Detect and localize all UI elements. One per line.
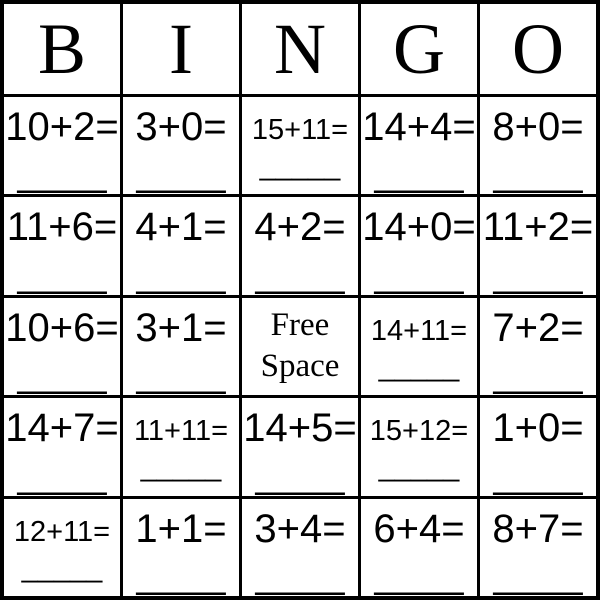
letter-text: N [274, 9, 326, 89]
bingo-cell [242, 197, 358, 294]
answer-blank: ____ [374, 250, 464, 295]
math-problem: 14+7= [5, 406, 119, 451]
math-problem: 6+4= [373, 506, 465, 551]
math-problem: 14+5= [243, 406, 357, 451]
bingo-cell [361, 197, 477, 294]
answer-blank: ____ [255, 250, 345, 295]
bingo-cell [4, 197, 120, 294]
bingo-cell [480, 298, 596, 395]
bingo-cell [4, 398, 120, 495]
math-problem: 11+11= [133, 415, 229, 448]
bingo-letter-b [4, 4, 120, 94]
bingo-cell [480, 197, 596, 294]
answer-blank: ____ [17, 150, 107, 195]
bingo-cell [361, 97, 477, 194]
letter-text: G [393, 9, 445, 89]
answer-blank: ____ [136, 351, 226, 396]
bingo-cell [4, 298, 120, 395]
math-problem: 10+2= [5, 105, 119, 149]
bingo-letter-g [361, 4, 477, 94]
math-problem: 1+0= [492, 406, 584, 451]
answer-blank: ____ [493, 250, 583, 295]
answer-blank: ____ [17, 351, 107, 396]
answer-blank: _____ [378, 451, 460, 484]
letter-text: O [512, 9, 564, 89]
answer-blank: ____ [493, 451, 583, 496]
answer-blank: _____ [378, 351, 460, 383]
bingo-letter-o [480, 4, 596, 94]
math-problem: 7+2= [492, 305, 584, 350]
bingo-cell [480, 499, 596, 596]
letter-text: I [169, 9, 193, 89]
bingo-cell [242, 499, 358, 596]
bingo-cell [361, 499, 477, 596]
math-problem: 14+4= [362, 105, 476, 149]
math-problem: 3+1= [135, 305, 227, 350]
math-problem: 11+6= [6, 205, 118, 250]
answer-blank: ____ [493, 552, 583, 596]
answer-blank: ____ [17, 451, 107, 496]
answer-blank: ____ [374, 552, 464, 596]
bingo-cell [123, 197, 239, 294]
math-problem: 8+7= [492, 506, 584, 551]
math-problem: 11+2= [482, 205, 594, 250]
answer-blank: _____ [140, 451, 222, 484]
math-problem: 3+4= [254, 506, 346, 551]
answer-blank: _____ [259, 150, 341, 183]
answer-blank: ____ [493, 351, 583, 396]
bingo-cell [480, 97, 596, 194]
answer-blank: ____ [255, 552, 345, 596]
math-problem: 15+12= [369, 415, 469, 448]
math-problem: 14+11= [370, 314, 468, 347]
answer-blank: _____ [21, 551, 103, 584]
bingo-cell [123, 298, 239, 395]
bingo-cell [123, 97, 239, 194]
free-space-cell [242, 298, 358, 395]
answer-blank: ____ [136, 150, 226, 195]
bingo-cell [4, 499, 120, 596]
math-problem: 12+11= [13, 515, 111, 548]
bingo-letter-n [242, 4, 358, 94]
free-space-line1: Free [270, 307, 330, 344]
answer-blank: ____ [493, 150, 583, 195]
bingo-cell [242, 97, 358, 194]
answer-blank: ____ [136, 250, 226, 295]
answer-blank: ____ [255, 451, 345, 496]
math-problem: 14+0= [362, 205, 476, 250]
bingo-letter-i [123, 4, 239, 94]
bingo-cell [4, 97, 120, 194]
math-problem: 4+1= [135, 205, 227, 250]
bingo-cell [480, 398, 596, 495]
math-problem: 1+1= [135, 506, 227, 551]
letter-text: B [37, 9, 87, 89]
bingo-cell [123, 398, 239, 495]
answer-blank: ____ [374, 150, 464, 195]
math-problem: 8+0= [492, 105, 584, 149]
answer-blank: ____ [136, 552, 226, 596]
bingo-cell [242, 398, 358, 495]
bingo-cell [123, 499, 239, 596]
bingo-cell [361, 298, 477, 395]
math-problem: 3+0= [135, 105, 227, 149]
free-space-line2: Space [260, 348, 340, 385]
math-problem: 15+11= [251, 114, 349, 146]
answer-blank: ____ [17, 250, 107, 295]
bingo-cell [361, 398, 477, 495]
math-problem: 10+6= [5, 305, 119, 350]
math-problem: 4+2= [254, 205, 346, 250]
